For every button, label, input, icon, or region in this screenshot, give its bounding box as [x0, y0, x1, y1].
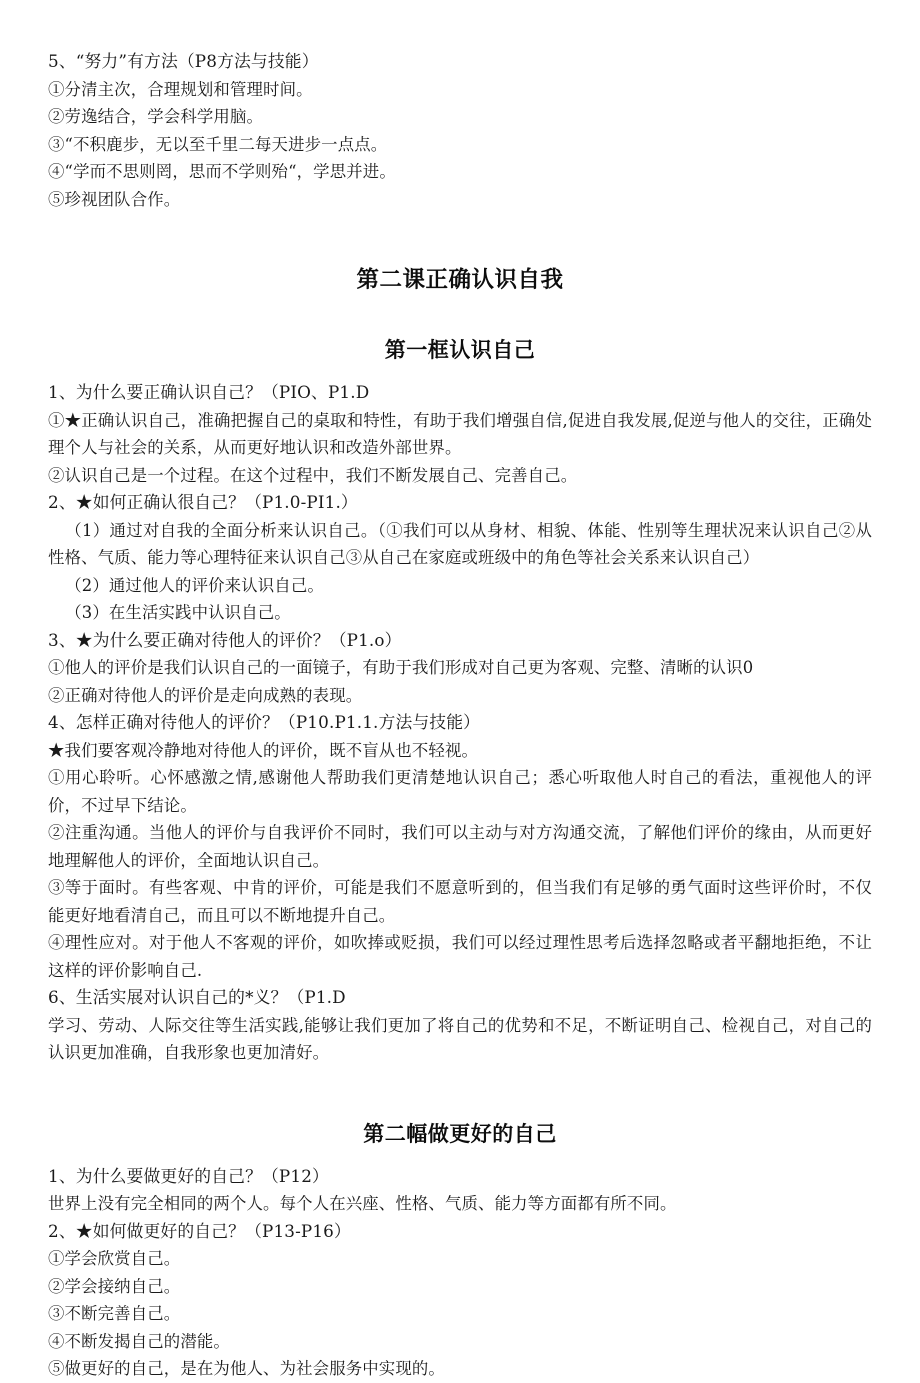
answer-paragraph: 世界上没有完全相同的两个人。每个人在兴座、性格、气质、能力等方面都有所不同。	[48, 1194, 677, 1213]
answer-item: ②认识自己是一个过程。在这个过程中，我们不断发展自己、完善自己。	[48, 465, 578, 485]
answer-item: ③不断完善自己。	[48, 1304, 181, 1323]
list-item: ②劳逸结合，学会科学用脑。	[48, 107, 264, 126]
question-6: 6、生活实展对认识自己的*义？（P1.D	[48, 987, 346, 1007]
spacer	[48, 365, 872, 379]
frame-two-body	[48, 1163, 872, 1383]
answer-item: ④不断发揭自己的潜能。	[48, 1331, 230, 1351]
answer-item: ③等于面时。有些客观、中肯的评价，可能是我们不愿意听到的，但当我们有足够的勇气面时这些评价时，不仅能更好地看清自己，而且可以不断地提升自己。	[48, 878, 872, 925]
answer-item: ②学会接纳自己。	[48, 1276, 181, 1296]
answer-paragraph: 学习、劳动、人际交往等生活实践,能够让我们更加了将自己的优势和不足，不断证明自己、检视自己，对自己的认识更加准确，自我形象也更加清好。	[48, 1015, 872, 1062]
answer-item: ①用心聆听。心怀感激之情,感谢他人帮助我们更清楚地认识自己；悉心听取他人时自己的看法，重视他人的评价，不过早下结论。	[48, 768, 872, 815]
answer-item: ②注重沟通。当他人的评价与自我评价不同时，我们可以主动与对方沟通交流，了解他们评价的缘由，从而更好地理解他人的评价，全面地认识自己。	[48, 823, 872, 870]
answer-item: （1）通过对自我的全面分析来认识自己。（①我们可以从身材、相貌、体能、性别等生理状况来认识自己②从性格、气质、能力等心理特征来认识自己③从自己在家庭或班级中的角色等社会关系来认识自己）	[48, 520, 872, 567]
answer-item: ①学会欣赏自己。	[48, 1249, 181, 1268]
answer-item: （2）通过他人的评价来认识自己。	[65, 575, 324, 595]
question-1: 1、为什么要做更好的自己？（P12）	[48, 1165, 329, 1186]
question-4: 4、怎样正确对待他人的评价？（P10.P1.1.方法与技能）	[48, 712, 481, 732]
list-item: ①分清主次，合理规划和管理时间。	[48, 79, 313, 99]
question-2: 2、★如何做更好的自己？（P13-P16）	[48, 1220, 351, 1241]
course-heading: 第二课正确认识自我	[356, 267, 564, 293]
answer-item: ⑤做更好的自己，是在为他人、为社会服务中实现的。	[48, 1359, 445, 1378]
question-effort-methods: 5、“努力”有方法（P8方法与技能）	[48, 51, 319, 71]
frame-one-heading: 第一框认识自己	[384, 338, 536, 362]
answer-lead: ★我们要客观冷静地对待他人的评价，既不盲从也不轻视。	[48, 740, 479, 760]
answer-item: ①★正确认识自己，准确把握自己的桌取和特性，有助于我们增强自信,促进自我发展,促逆与他人的交往，正确处理个人与社会的关系，从而更好地认识和改造外部世界。	[48, 410, 872, 457]
answer-item: ①他人的评价是我们认识自己的一面镜子，有助于我们形成对自己更为客观、完整、清晰的认识0	[48, 658, 754, 677]
answer-item: ②正确对待他人的评价是走向成熟的表现。	[48, 685, 363, 705]
frame-one-body	[48, 379, 872, 1067]
question-3: 3、★为什么要正确对待他人的评价？（P1.o）	[48, 629, 402, 650]
spacer	[48, 295, 872, 335]
frame-two-heading: 第二幅做更好的自己	[363, 1121, 557, 1146]
spacer	[48, 213, 872, 265]
answer-item: ④理性应对。对于他人不客观的评价，如吹捧或贬损，我们可以经过理性思考后选择忽略或者平翻地拒绝，不让这样的评价影响自己.	[48, 933, 872, 980]
list-item: ③“不积鹿步，无以至千里二每天进步一点点。	[48, 134, 388, 154]
list-item: ④“学而不思则罔，思而不学则殆“，学思并进。	[48, 162, 396, 181]
list-item: ⑤珍视团队合作。	[48, 189, 181, 209]
question-1: 1、为什么要正确认识自己？（PIO、P1.D	[48, 382, 370, 402]
spacer	[48, 1067, 872, 1119]
spacer	[48, 1149, 872, 1163]
answer-item: （3）在生活实践中认识自己。	[65, 603, 291, 622]
section-effort-methods	[48, 48, 872, 213]
question-2: 2、★如何正确认很自己？（P1.0-PI1.）	[48, 492, 358, 512]
